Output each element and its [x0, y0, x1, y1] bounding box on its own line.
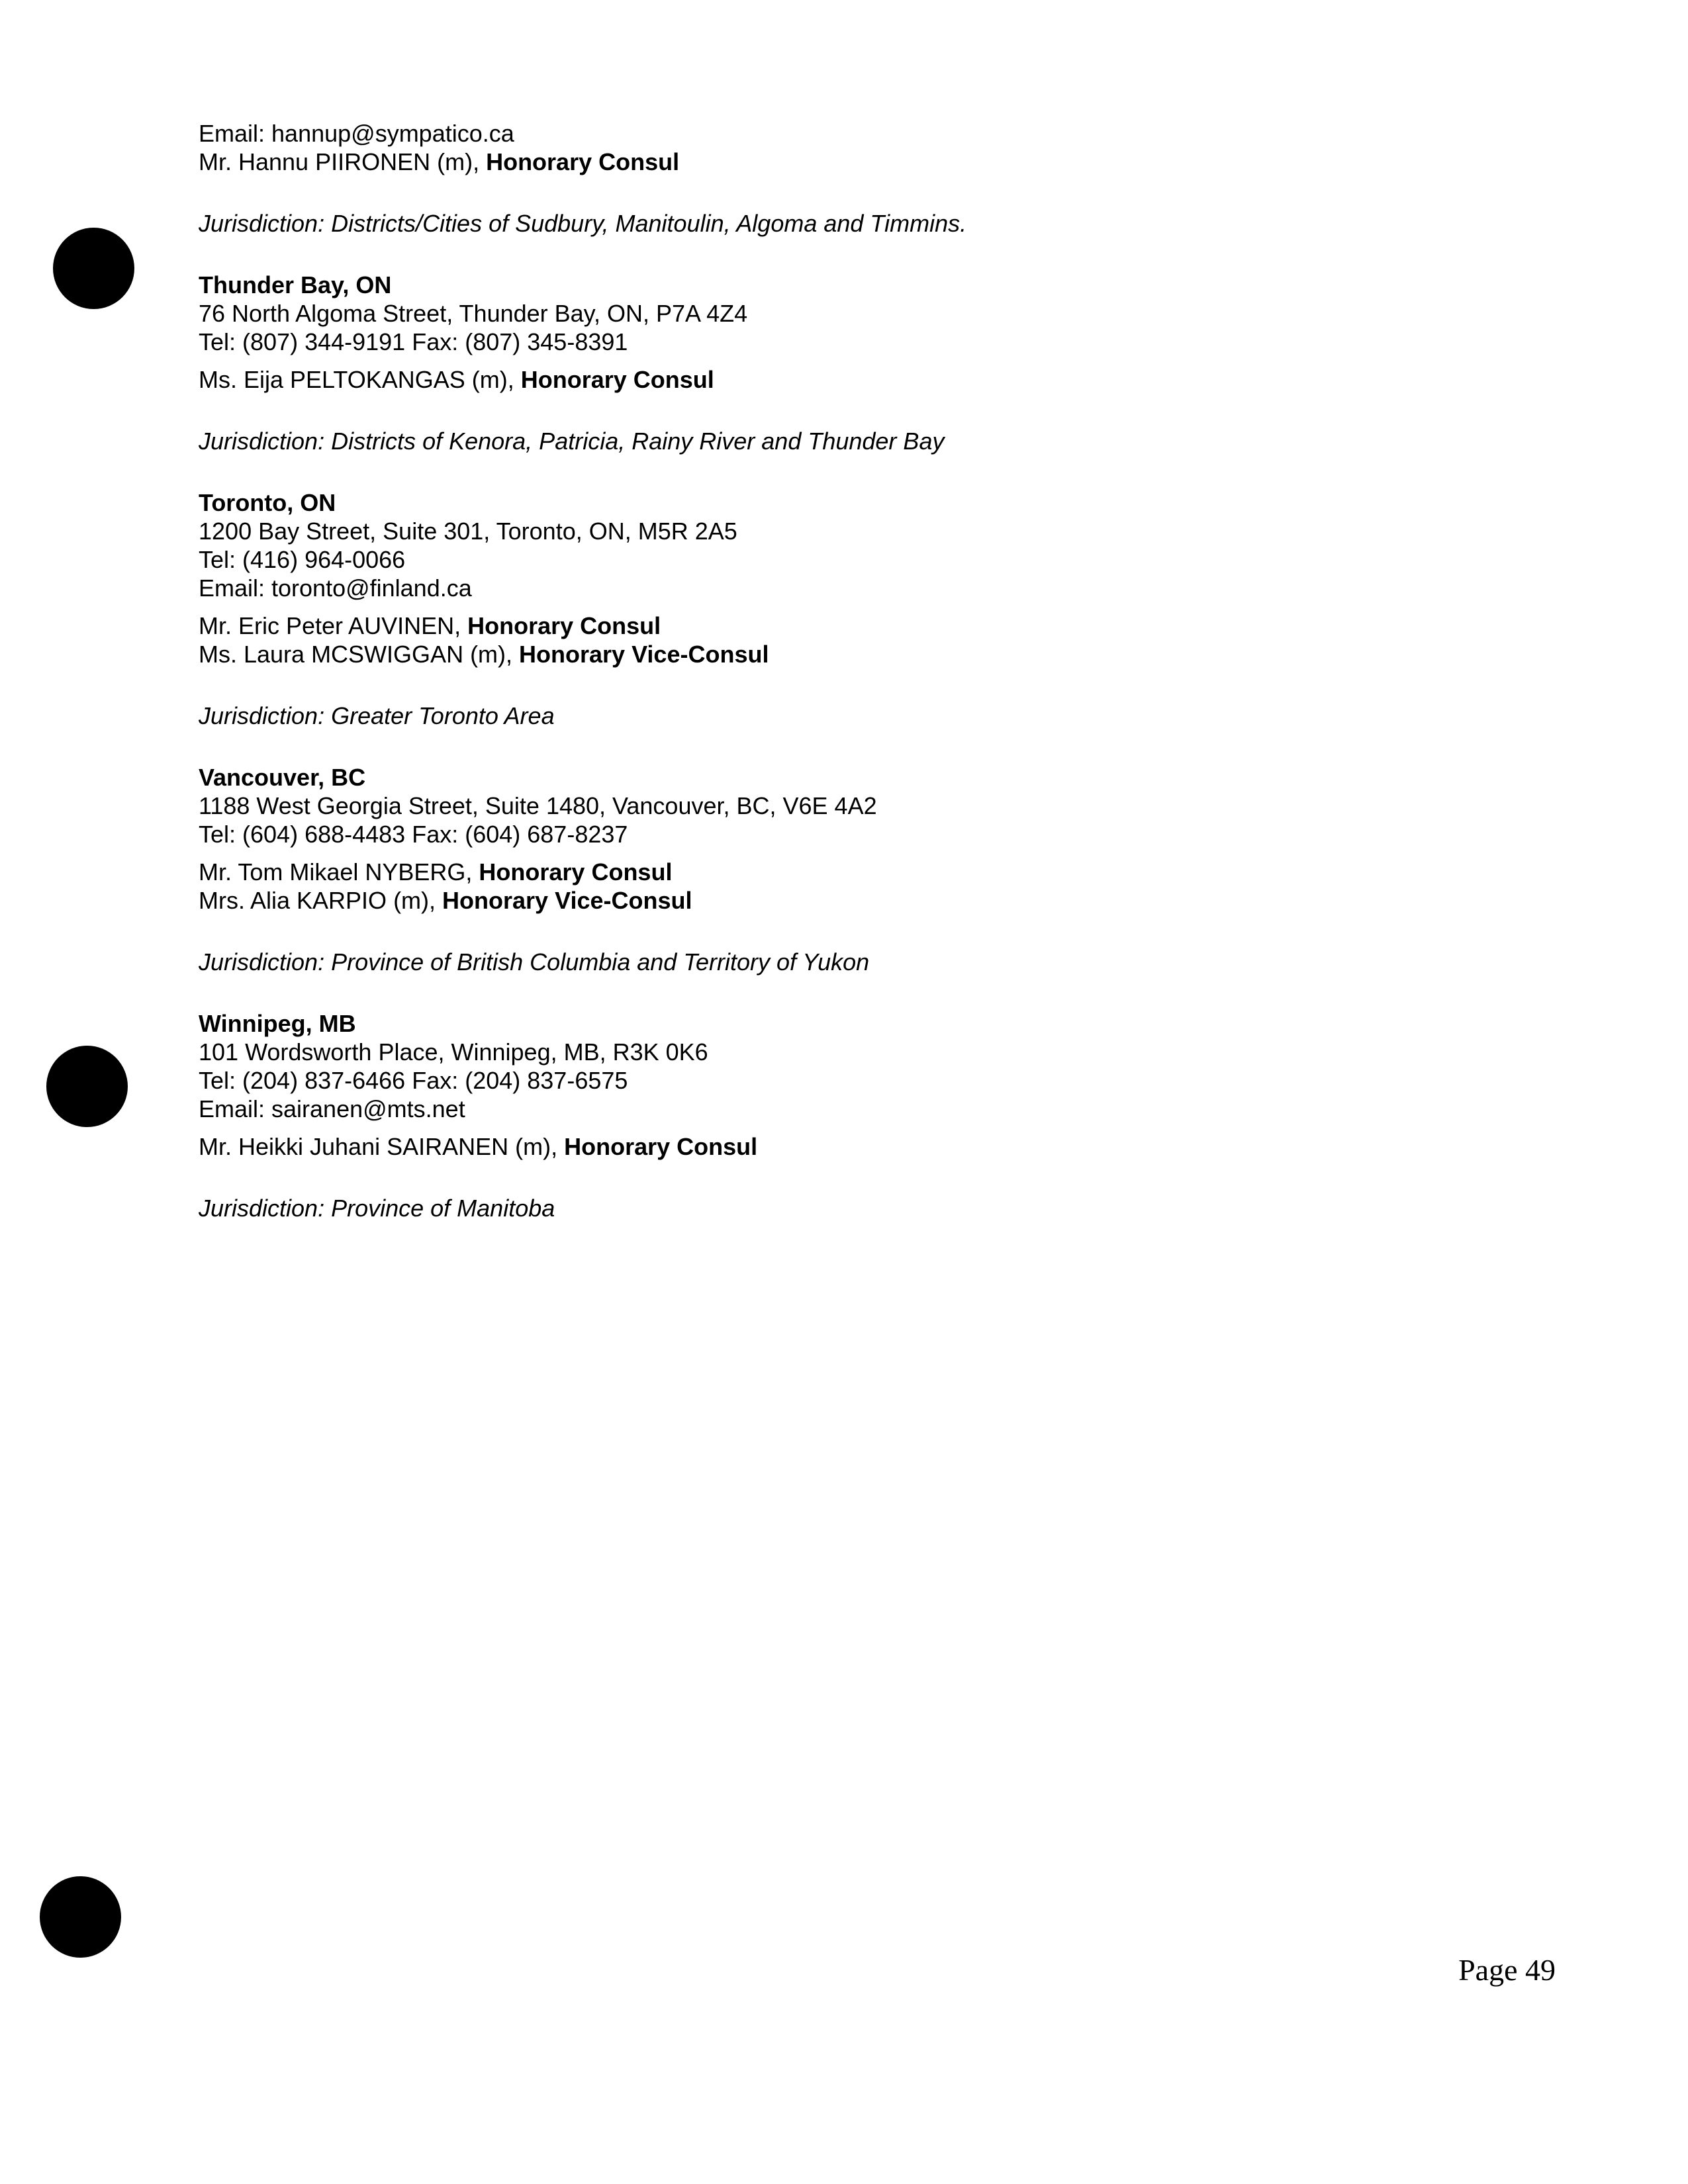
consulate-address: 101 Wordsworth Place, Winnipeg, MB, R3K 0K6 [199, 1038, 708, 1066]
jurisdiction-text: Jurisdiction: Districts of Kenora, Patricia, Rainy River and Thunder Bay [199, 428, 945, 455]
consul-name: Ms. Laura MCSWIGGAN (m), [199, 641, 520, 668]
sudbury-consulate-block [199, 119, 1523, 238]
consul-name: Mrs. Alia KARPIO (m), [199, 887, 443, 914]
consul-entry [199, 148, 1523, 176]
jurisdiction-text: Jurisdiction: Greater Toronto Area [199, 702, 555, 729]
vice-consul-entry [199, 886, 1523, 915]
consulate-email: Email: hannup@sympatico.ca [199, 120, 514, 147]
consul-title: Honorary Vice-Consul [519, 641, 769, 668]
vice-consul-entry [199, 640, 1523, 668]
city-heading: Winnipeg, MB [199, 1010, 356, 1037]
consul-name: Mr. Tom Mikael NYBERG, [199, 858, 479, 886]
consulate-phone: Tel: (807) 344-9191 Fax: (807) 345-8391 [199, 328, 628, 355]
punch-hole-bottom [40, 1876, 121, 1958]
consulate-listing [199, 119, 1523, 1222]
jurisdiction-text: Jurisdiction: Province of British Columbia and Territory of Yukon [199, 948, 870, 976]
consul-title: Honorary Consul [479, 858, 673, 886]
consulate-address: 1200 Bay Street, Suite 301, Toronto, ON, M5R 2A5 [199, 518, 737, 545]
consul-entry [199, 612, 1523, 640]
consulate-email: Email: toronto@finland.ca [199, 574, 472, 602]
consul-title: Honorary Consul [486, 148, 680, 175]
consulate-phone: Tel: (416) 964-0066 [199, 546, 406, 573]
consul-title: Honorary Consul [520, 366, 714, 393]
consul-name: Mr. Heikki Juhani SAIRANEN (m), [199, 1133, 565, 1160]
city-heading: Toronto, ON [199, 489, 336, 516]
punch-hole-top [53, 228, 134, 309]
city-heading: Vancouver, BC [199, 764, 366, 791]
city-heading: Thunder Bay, ON [199, 271, 392, 298]
consul-entry [199, 858, 1523, 886]
consul-name: Mr. Eric Peter AUVINEN, [199, 612, 468, 639]
punch-hole-middle [46, 1046, 128, 1127]
vancouver-consulate-block [199, 763, 1523, 976]
consul-title: Honorary Consul [564, 1133, 758, 1160]
jurisdiction-text: Jurisdiction: Province of Manitoba [199, 1195, 555, 1222]
consul-entry [199, 1132, 1523, 1161]
consul-title: Honorary Consul [467, 612, 661, 639]
consul-title: Honorary Vice-Consul [442, 887, 692, 914]
winnipeg-consulate-block [199, 1009, 1523, 1222]
jurisdiction-text: Jurisdiction: Districts/Cities of Sudbury, Manitoulin, Algoma and Timmins. [199, 210, 967, 237]
page-number: Page 49 [1458, 1953, 1556, 1987]
consul-name: Mr. Hannu PIIRONEN (m), [199, 148, 487, 175]
consul-name: Ms. Eija PELTOKANGAS (m), [199, 366, 521, 393]
consulate-email: Email: sairanen@mts.net [199, 1095, 465, 1122]
consulate-address: 76 North Algoma Street, Thunder Bay, ON, P7A 4Z4 [199, 300, 748, 327]
consulate-address: 1188 West Georgia Street, Suite 1480, Vancouver, BC, V6E 4A2 [199, 792, 877, 819]
consul-entry [199, 365, 1523, 394]
consulate-phone: Tel: (604) 688-4483 Fax: (604) 687-8237 [199, 821, 628, 848]
toronto-consulate-block [199, 488, 1523, 730]
thunder-bay-consulate-block [199, 271, 1523, 455]
consulate-phone: Tel: (204) 837-6466 Fax: (204) 837-6575 [199, 1067, 628, 1094]
